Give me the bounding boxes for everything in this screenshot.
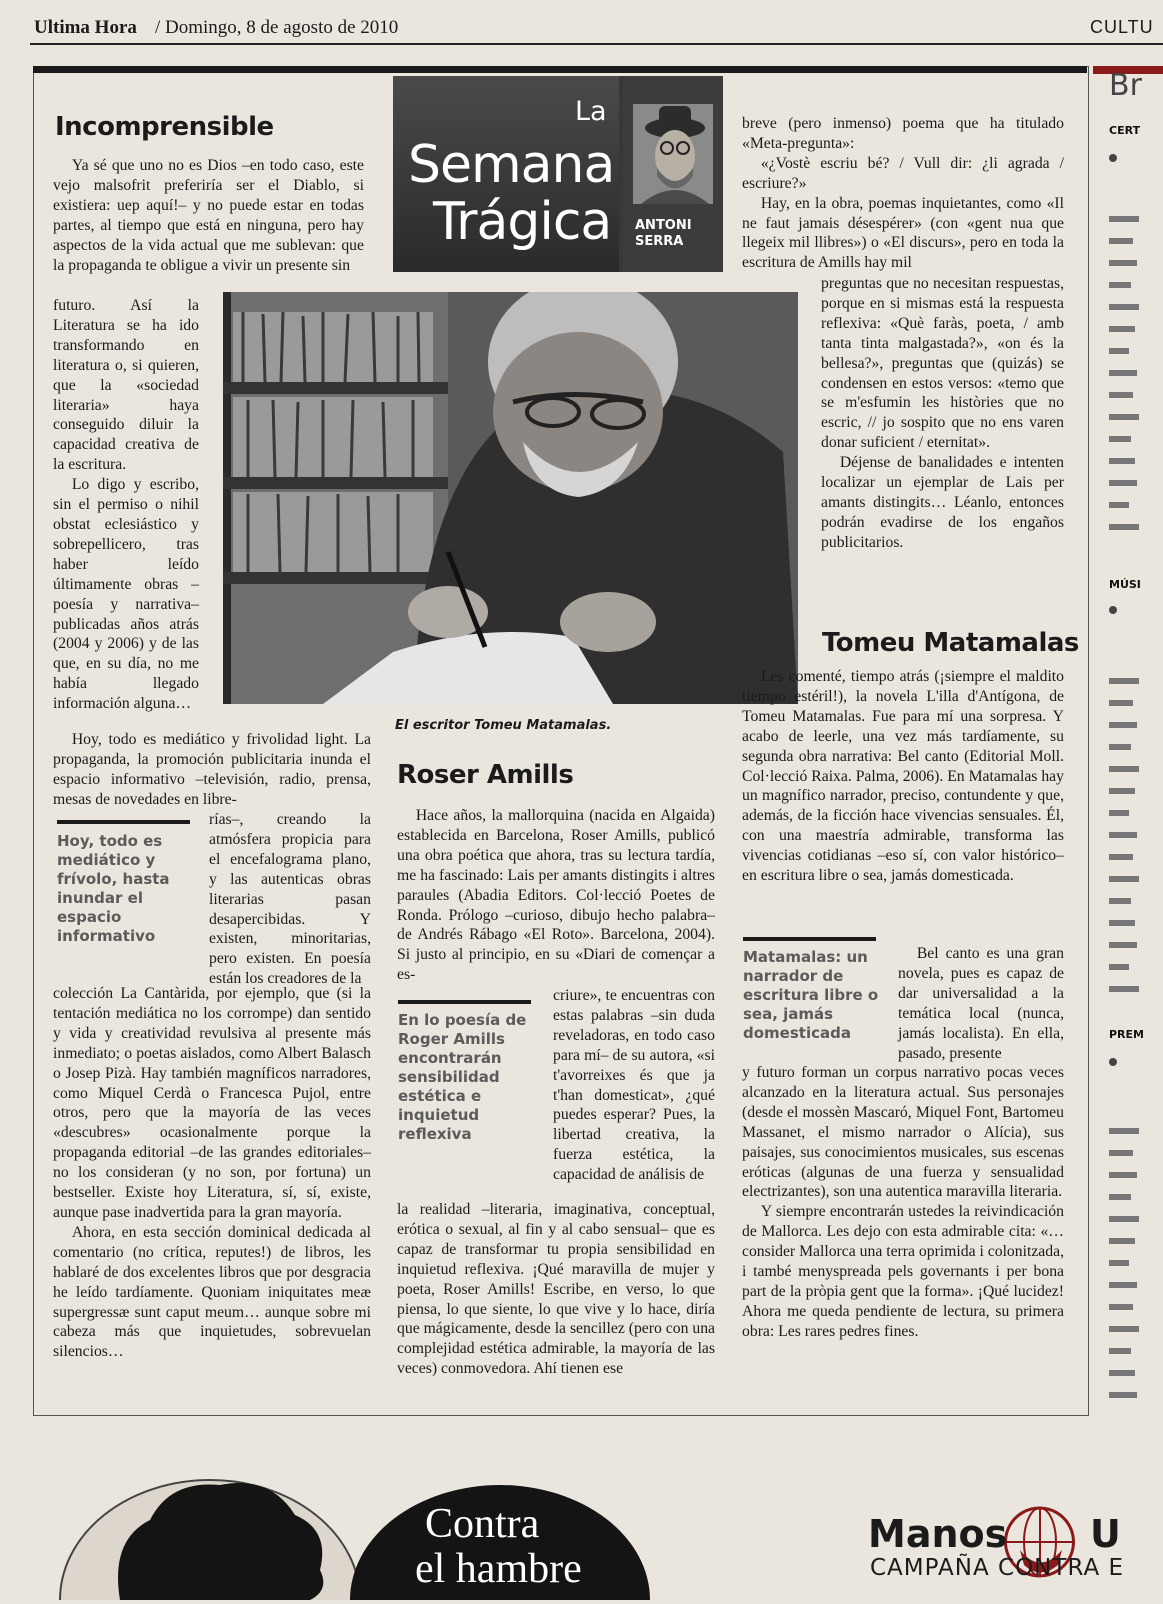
column-3-top [742, 114, 1064, 273]
paragraph: Déjense de banalidades e intenten localizar un ejemplar de Lais per amants distingits… Léanlo, entonces podrán evadirse de los engaños publicitarios. [821, 454, 1064, 551]
column-1-bottom [53, 984, 371, 1362]
ad-manos-logo: Manos [868, 1512, 1008, 1556]
banner-tragica: Trágica [433, 192, 612, 252]
paragraph: Hoy, todo es mediático y frivolidad light. La propaganda, la promoción publicitaria inunda el espacio informativo –televisión, radio, prensa, mesas de novedades en libre- [53, 731, 371, 808]
adjacent-headline: Br [1109, 68, 1142, 103]
paragraph: Ya sé que uno no es Dios –en todo caso, este vejo malsofrit preferiría ser el Diablo, si existiera: uep aquí!– y no puede estar en todas partes, al tiempo que está en ninguna, pero hay aspectos de la vida actual que me sublevan: que la propaganda te obligue a vivir un presente sin [53, 157, 364, 274]
pullquote-mediatico: Hoy, todo es mediático y frívolo, hasta inundar el espacio informativo [57, 832, 170, 945]
column-1-mid [53, 730, 371, 810]
paragraph: Ahora, en esta sección dominical dedicada al comentario (no crítica, reputes!) de libros, les hablaré de dos excelentes libros que por desgracia he leído tardíamente. Quoniam iniquitates meæ supergressæ sunt caput meum… aunque sobre mi cabeza más que inquietudes, sobrevuelan silencios… [53, 1223, 371, 1361]
paragraph: Bel canto es una gran novela, pues es capaz de dar universalidad a la temática local (nunca, jamás localista). En ella, pasado, presente [898, 945, 1064, 1062]
column-2-beside-quote [553, 986, 715, 1185]
ad-hambre-text: el hambre [415, 1546, 582, 1592]
column-1-beside-quote [209, 810, 371, 989]
adjacent-kicker: MÚSI [1109, 578, 1141, 591]
pullquote-matamalas: Matamalas: un narrador de escritura libre o sea, jamás domesticada [743, 948, 879, 1042]
column-2-top [397, 806, 715, 985]
column-3-beside-photo [821, 274, 1064, 553]
headline-incomprensible: Incomprensible [55, 112, 274, 142]
column-3-beside-quote [898, 944, 1064, 1063]
column-1-top [53, 156, 364, 275]
ad-contra-text: Contra [425, 1501, 540, 1547]
paragraph: Y siempre encontrarán ustedes la reivindicación de Mallorca. Les dejo con esta admirable cita: «… consider Mallorca una terra oprimida i colonitzada, i també menyspreada pels governants i per bona part de la pròpia gent que la forma». ¡Qué lucidez! Ahora me queda pendiente de lectura, su primera obra: Les rares pedres fines. [742, 1203, 1064, 1340]
paragraph: la realidad –literaria, imaginativa, conceptual, erótica o sexual, al fin y al cabo sensual– que es capaz de transformar tu propia sensibilidad en inquietud reflexiva. ¡Qué maravilla de mujer y poeta, Roser Amills! Escribe, en verso, lo que piensa, lo que siente, lo que vive y lo hace, diría que mágicamente, desde la sencillez (pero con una complejidad estética admirable, la mayoría de las veces) conmovedora. Ahí tienen ese [397, 1201, 715, 1378]
paragraph: rías–, creando la atmósfera propicia para el encefalograma plano, y las autenticas obras literarias pasan desapercibidas. Y existen, minoritarias, pero existen. En poesía están los creadores de la [209, 811, 371, 988]
column-3-bottom [742, 1063, 1064, 1342]
masthead-rule [30, 43, 1163, 45]
column-2-bottom [397, 1200, 715, 1379]
paragraph: preguntas que no necesitan respuestas, porque en si mismas está la respuesta reflexiva: «Què faràs, poeta, / amb tanta tinta malgastada?», «on és la bellesa?», preguntas que (quizás) se condensen en estos versos: «temo que se m'esfumin les històries que no escric, // jo sospito que no ens varen donar suficient / eternitat». [821, 275, 1064, 452]
paragraph: breve (pero inmenso) poema que ha titulado «Meta-pregunta»: [742, 115, 1064, 152]
paragraph: y futuro forman un corpus narrativo pocas veces alcanzado en la literatura actual. Sus personajes (desde el mossèn Mascaró, Miquel Font, Bartomeu Massanet, el mismo narrador o Alícia), sus paisajes, sus conocimientos musicales, sus escenas eróticas (algunas de una fuerza y sensualidad electrizantes), son una autentica maravilla literaria. [742, 1064, 1064, 1201]
paragraph: futuro. Así la Literatura se ha ido transformando en literatura o, si quieren, que la «sociedad literaria» haya conseguido diluir la capacidad creativa de la escritura. [53, 297, 199, 474]
adjacent-column [1093, 66, 1163, 1430]
paragraph: Les comenté, tiempo atrás (¡siempre el maldito tiempo estéril!), la novela L'illa d'Antígona, de Tomeu Matamalas. Fue para mí una sorpresa. Y acabo de leerle, una vez más tardíamente, su segunda obra narrativa: Bel canto (Editorial Moll. Col·lecció Raixa. Palma, 2006). En Matamalas hay un magnífico narrador, preciso, contundente y que, además, de la ficción hace vivencias sensuales. Él, con una maestría admirable, transforma las vivencias cotidianas –eso sí, con valor histórico– en escritura libre o sea, jamás domesticada. [742, 668, 1064, 885]
article-top-bar [33, 66, 1087, 73]
photo-caption: El escritor Tomeu Matamalas. [395, 718, 612, 733]
adjacent-kicker: PREM [1109, 1028, 1144, 1041]
adjacent-text-lines [1093, 66, 1163, 1430]
ad-manos-logo-suffix: U [1090, 1512, 1121, 1556]
paragraph: colección La Cantàrida, por ejemplo, que (si la tentación mediática no los corrompe) dan sentido y vida y creatividad revulsiva al presente más inmediato; o poetas aislados, como Albert Balasch o Josep Pizà. Hay también magníficos narradores, como Miquel Cerdà o Francesca Pujol, entre otros, pero que la mayoría de las veces «descubres» ocasionalmente porque la propaganda editorial –de las grandes editoriales– no los consideran (y no son, por fortuna) un bestseller. Existe hoy Literatura, sí, sí, existe, aunque pase inadvertida para la gran mayoría. [53, 985, 371, 1221]
writer-photo [223, 292, 798, 704]
column-3-matamalas [742, 667, 1064, 886]
issue-date: / Domingo, 8 de agosto de 2010 [155, 17, 399, 38]
section-name: CULTU [1090, 17, 1154, 37]
adjacent-kicker: CERT [1109, 124, 1141, 137]
pullquote-rule [398, 1000, 531, 1004]
paragraph: «¿Vostè escriu bé? / Vull dir: ¿li agrada / escriure?» [742, 154, 1064, 192]
headline-tomeu-matamalas: Tomeu Matamalas [822, 628, 1079, 658]
paragraph: criure», te encuentras con estas palabras –sin duda reveladoras, en todo caso para mí– de su autora, «si t'avorreixes és que ja t'han domesticat», ¿qué puedes esperar? Pues, la libertad creativa, la fuerza estética, la capacidad de análisis de [553, 987, 715, 1184]
author-first-name: ANTONI [635, 218, 692, 233]
writer-photo-illustration [223, 292, 798, 704]
author-byline [635, 218, 692, 250]
paragraph: Hace años, la mallorquina (nacida en Algaida) establecida en Barcelona, Roser Amills, publicó una obra poética que ahora, tras su lectura tardía, me ha fascinado: Lais per amants distingits i altres paraules (Abadia Editors. Col·lecció Poetes de Ronda. Prólogo –curioso, dibujo hecho palabra– de Andrés Rábago «El Roto». Barcelona, 2004). Si justo al principio, en su «Diari de començar a es- [397, 807, 715, 984]
paragraph: Hay, en la obra, poemas inquietantes, como «Il ne faut jamais désespérer» (con «gent nua que llegeix mil llibres») o «El discurs», pero en toda la escritura de Amills hay mil [742, 194, 1064, 272]
column-1-narrow [53, 296, 199, 714]
headline-roser-amills: Roser Amills [397, 760, 574, 790]
author-last-name: SERRA [635, 234, 684, 249]
banner-semana: Semana [408, 135, 615, 195]
pullquote-rule [743, 937, 876, 941]
newspaper-name: Ultima Hora [34, 17, 137, 38]
pullquote-rule [57, 820, 190, 824]
paragraph: Lo digo y escribo, sin el permiso o nihil obstat eclesiástico y sobrepellicero, tras haber leído últimamente obras –poesía y narrativa– publicadas años atrás (2004 y 2006) y de las que, en su día, no me había llegado información alguna… [53, 476, 199, 713]
pullquote-poesia: En lo poesía de Roger Amills encontrarán sensibilidad estética e inquietud reflexiva [398, 1011, 527, 1143]
banner-la: La [575, 96, 607, 127]
ad-campaign-text: CAMPAÑA CONTRA E [870, 1555, 1125, 1581]
masthead [0, 0, 1163, 56]
